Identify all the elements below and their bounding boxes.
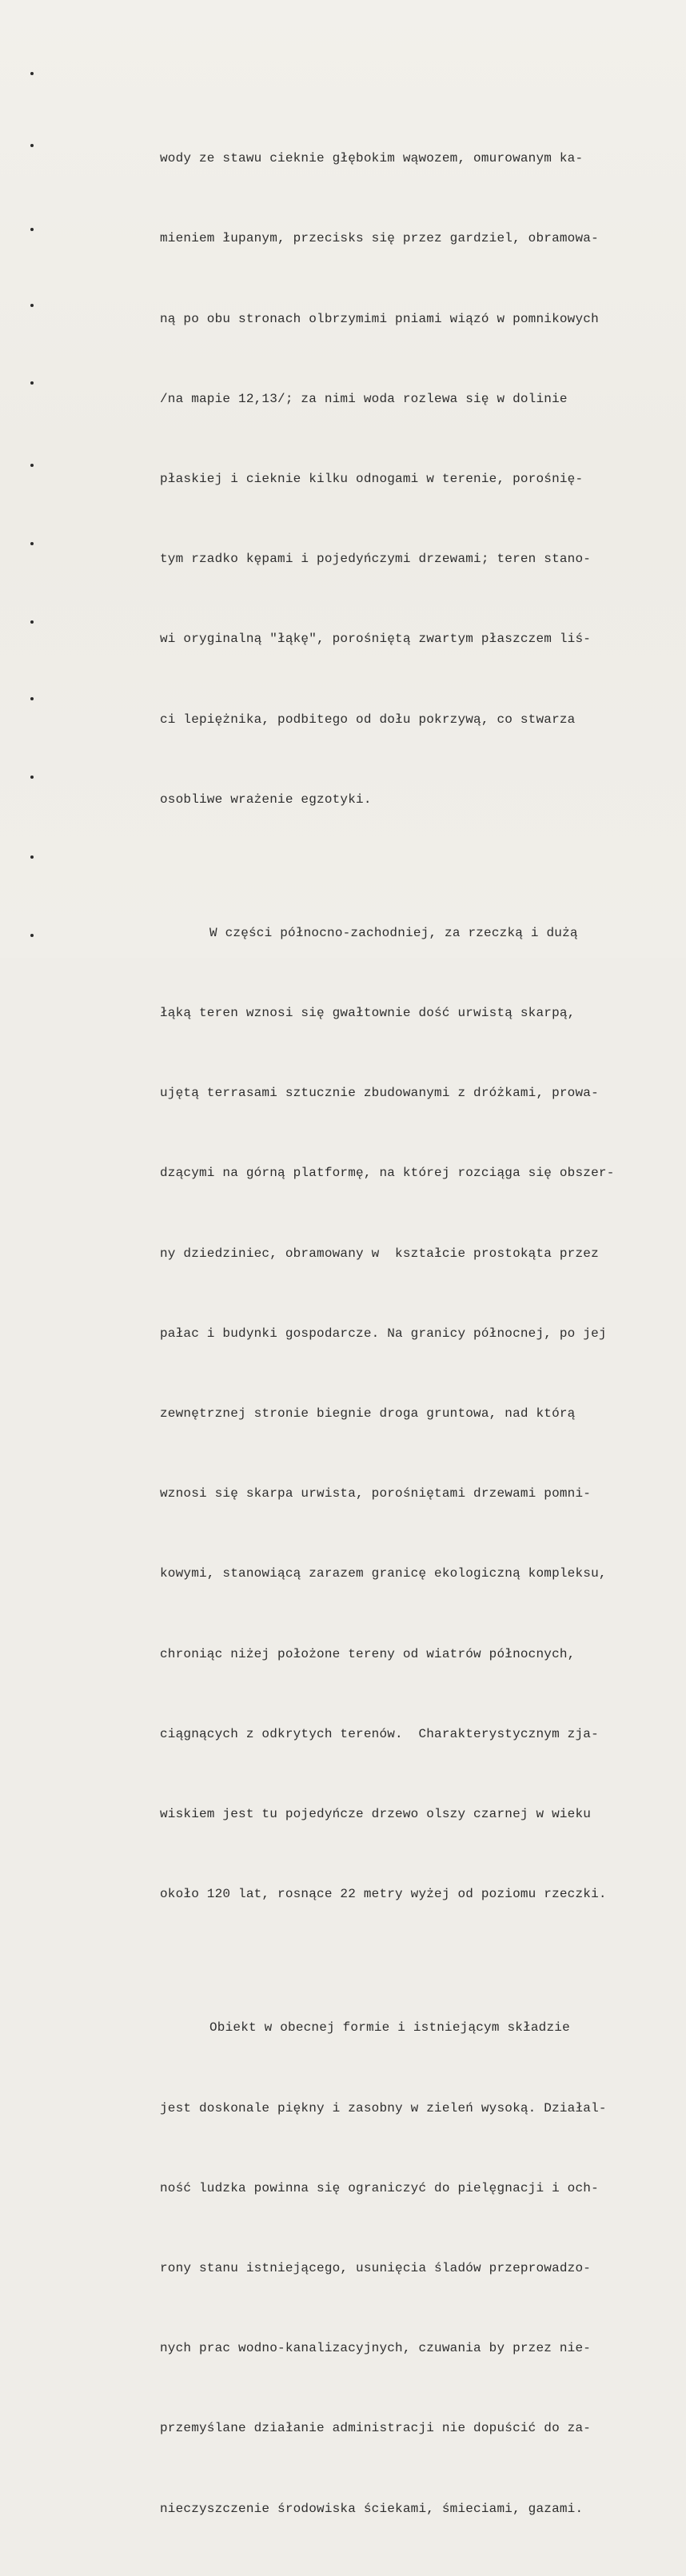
text-line: wiskiem jest tu pojedyńcze drzewo olszy czarnej w wieku	[160, 1807, 592, 1822]
text-line: W części północno-zachodniej, za rzeczką i dużą	[209, 925, 578, 940]
text-line: dzącymi na górną platformę, na której rozciąga się obszer-	[160, 1166, 615, 1181]
text-line: ną po obu stronach olbrzymimi pniami wiązó w pomnikowych	[160, 311, 599, 326]
text-line: zewnętrznej stronie biegnie droga gruntowa, nad którą	[160, 1406, 576, 1422]
typed-text-body	[160, 66, 640, 2576]
text-line: wi oryginalną "łąkę", porośniętą zwartym płaszczem liś-	[160, 632, 592, 647]
text-line: nieczyszczenie środowiska ściekami, śmieciami, gazami.	[160, 2501, 584, 2516]
text-line: kowymi, stanowiącą zarazem granicę ekologiczną kompleksu,	[160, 1566, 607, 1581]
text-line: ciągnących z odkrytych terenów. Charakterystycznym zja-	[160, 1726, 599, 1741]
text-line: płaskiej i cieknie kilku odnogami w terenie, porośnię-	[160, 472, 584, 487]
text-line: przemyślane działanie administracji nie dopuścić do za-	[160, 2421, 592, 2436]
margin-dot	[30, 381, 34, 385]
margin-dot	[30, 934, 34, 937]
text-line: łąką teren wznosi się gwałtownie dość urwistą skarpą,	[160, 1006, 576, 1021]
text-line: jest doskonale piękny i zasobny w zieleń wysoką. Działal-	[160, 2100, 607, 2115]
text-line: rony stanu istniejącego, usunięcia śladów przeprowadzo-	[160, 2260, 592, 2275]
margin-dot	[30, 144, 34, 147]
text-line: osobliwe wrażenie egzotyki.	[160, 792, 372, 807]
margin-dot	[30, 697, 34, 700]
text-line: wznosi się skarpa urwista, porośniętami drzewami pomni-	[160, 1486, 592, 1501]
text-line: około 120 lat, rosnące 22 metry wyżej od poziomu rzeczki.	[160, 1887, 607, 1902]
text-line: ność ludzka powinna się ograniczyć do pielęgnacji i och-	[160, 2180, 599, 2195]
margin-dot	[30, 304, 34, 307]
margin-dot	[30, 464, 34, 467]
margin-dot	[30, 620, 34, 624]
text-line: Obiekt w obecnej formie i istniejącym składzie	[209, 2020, 570, 2036]
text-line: ujętą terrasami sztucznie zbudowanymi z dróżkami, prowa-	[160, 1086, 599, 1101]
margin-dot	[30, 72, 34, 75]
margin-dot	[30, 776, 34, 779]
text-line: nych prac wodno-kanalizacyjnych, czuwania by przez nie-	[160, 2341, 592, 2356]
margin-dot	[30, 228, 34, 231]
margin-dot	[30, 542, 34, 545]
text-line: pałac i budynki gospodarcze. Na granicy północnej, po jej	[160, 1326, 607, 1341]
text-line: ci lepiężnika, podbitego od dołu pokrzywą, co stwarza	[160, 712, 576, 727]
text-line: wody ze stawu cieknie głębokim wąwozem, omurowanym ka-	[160, 151, 584, 166]
text-line: /na mapie 12,13/; za nimi woda rozlewa się w dolinie	[160, 391, 568, 406]
text-line: mieniem łupanym, przecisks się przez gardziel, obramowa-	[160, 231, 599, 246]
text-line: chroniąc niżej położone tereny od wiatrów północnych,	[160, 1646, 576, 1661]
margin-dot	[30, 855, 34, 859]
text-line: tym rzadko kępami i pojedyńczymi drzewami; teren stano-	[160, 552, 592, 567]
text-line: ny dziedziniec, obramowany w kształcie prostokąta przez	[160, 1246, 599, 1261]
